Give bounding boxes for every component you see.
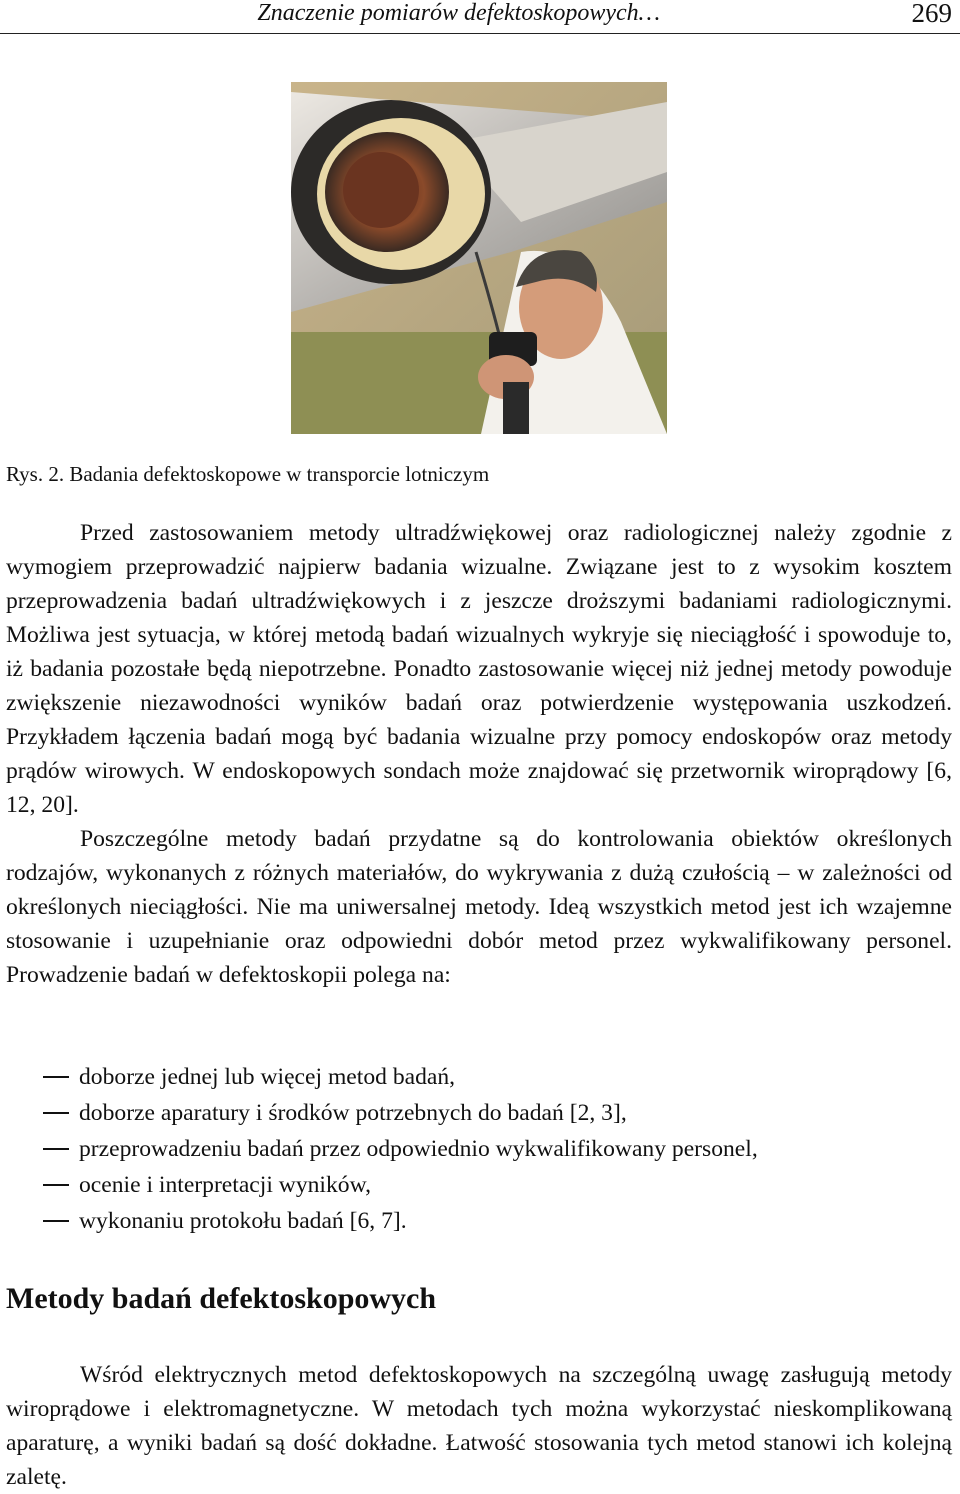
dash-bullet [43,1076,69,1078]
figure-caption: Rys. 2. Badania defektoskopowe w transporcie lotniczym [6,462,490,486]
paragraph: Wśród elektrycznych metod defektoskopowych na szczególną uwagę zasługują metody wiroprądowe i elektromagnetyczne. W metodach tych można wykorzystać nieskomplikowaną aparaturę, a wyniki badań są dość dokładne. Łatwość stosowania tych metod stanowi ich kolejną zaletę. [6,1362,952,1490]
list-item [6,1167,952,1203]
bullet-list [6,1059,952,1239]
list-item-text: ocenie i interpretacji wyników, [79,1172,371,1198]
list-item [6,1203,952,1239]
running-header [0,0,960,34]
body-text [6,516,952,992]
page-number: 269 [911,0,952,28]
section-heading: Metody badań defektoskopowych [6,1282,437,1315]
dash-bullet [43,1220,69,1222]
dash-bullet [43,1112,69,1114]
list-item-text: wykonaniu protokołu badań [6, 7]. [79,1208,407,1234]
list-item-text: doborze jednej lub więcej metod badań, [79,1064,456,1090]
list-item [6,1059,952,1095]
dash-bullet [43,1184,69,1186]
section-body [6,1358,952,1494]
figure-photo [291,82,667,434]
list-item [6,1095,952,1131]
aircraft-inspection-photo [291,82,667,434]
dash-bullet [43,1148,69,1150]
list-item [6,1131,952,1167]
running-title: Znaczenie pomiarów defektoskopowych… [257,0,660,26]
paragraph: Poszczególne metody badań przydatne są do kontrolowania obiektów określonych rodzajów, wykonanych z różnych materiałów, do wykrywania z dużą czułością – w zależności od określonych nieciągłości. Nie ma uniwersalnej metody. Ideą wszystkich metod jest ich wzajemne stosowanie i uzupełnianie oraz odpowiedni dobór metod przez wykwalifikowany personel. Prowadzenie badań w defektoskopii polega na: [6,826,952,988]
list-item-text: przeprowadzeniu badań przez odpowiednio wykwalifikowany personel, [79,1136,758,1162]
list-item-text: doborze aparatury i środków potrzebnych do badań [2, 3], [79,1100,627,1126]
paragraph: Przed zastosowaniem metody ultradźwiękowej oraz radiologicznej należy zgodnie z wymogiem przeprowadzić najpierw badania wizualne. Związane jest to z wysokim kosztem przeprowadzenia badań ultradźwiękowych i z jeszcze droższymi badaniami radiologicznymi. Możliwa jest sytuacja, w której metodą badań wizualnych wykryje się nieciągłość i spowoduje to, iż badania pozostałe będą niepotrzebne. Ponadto zastosowanie więcej niż jednej metody powoduje zwiększenie niezawodności wyników badań oraz potwierdzenie występowania uszkodzeń. Przykładem łączenia badań mogą być badania wizualne przy pomocy endoskopów oraz metody prądów wirowych. W endoskopowych sondach może znajdować się przetwornik wiroprądowy [6, 12, 20]. [6,520,952,818]
